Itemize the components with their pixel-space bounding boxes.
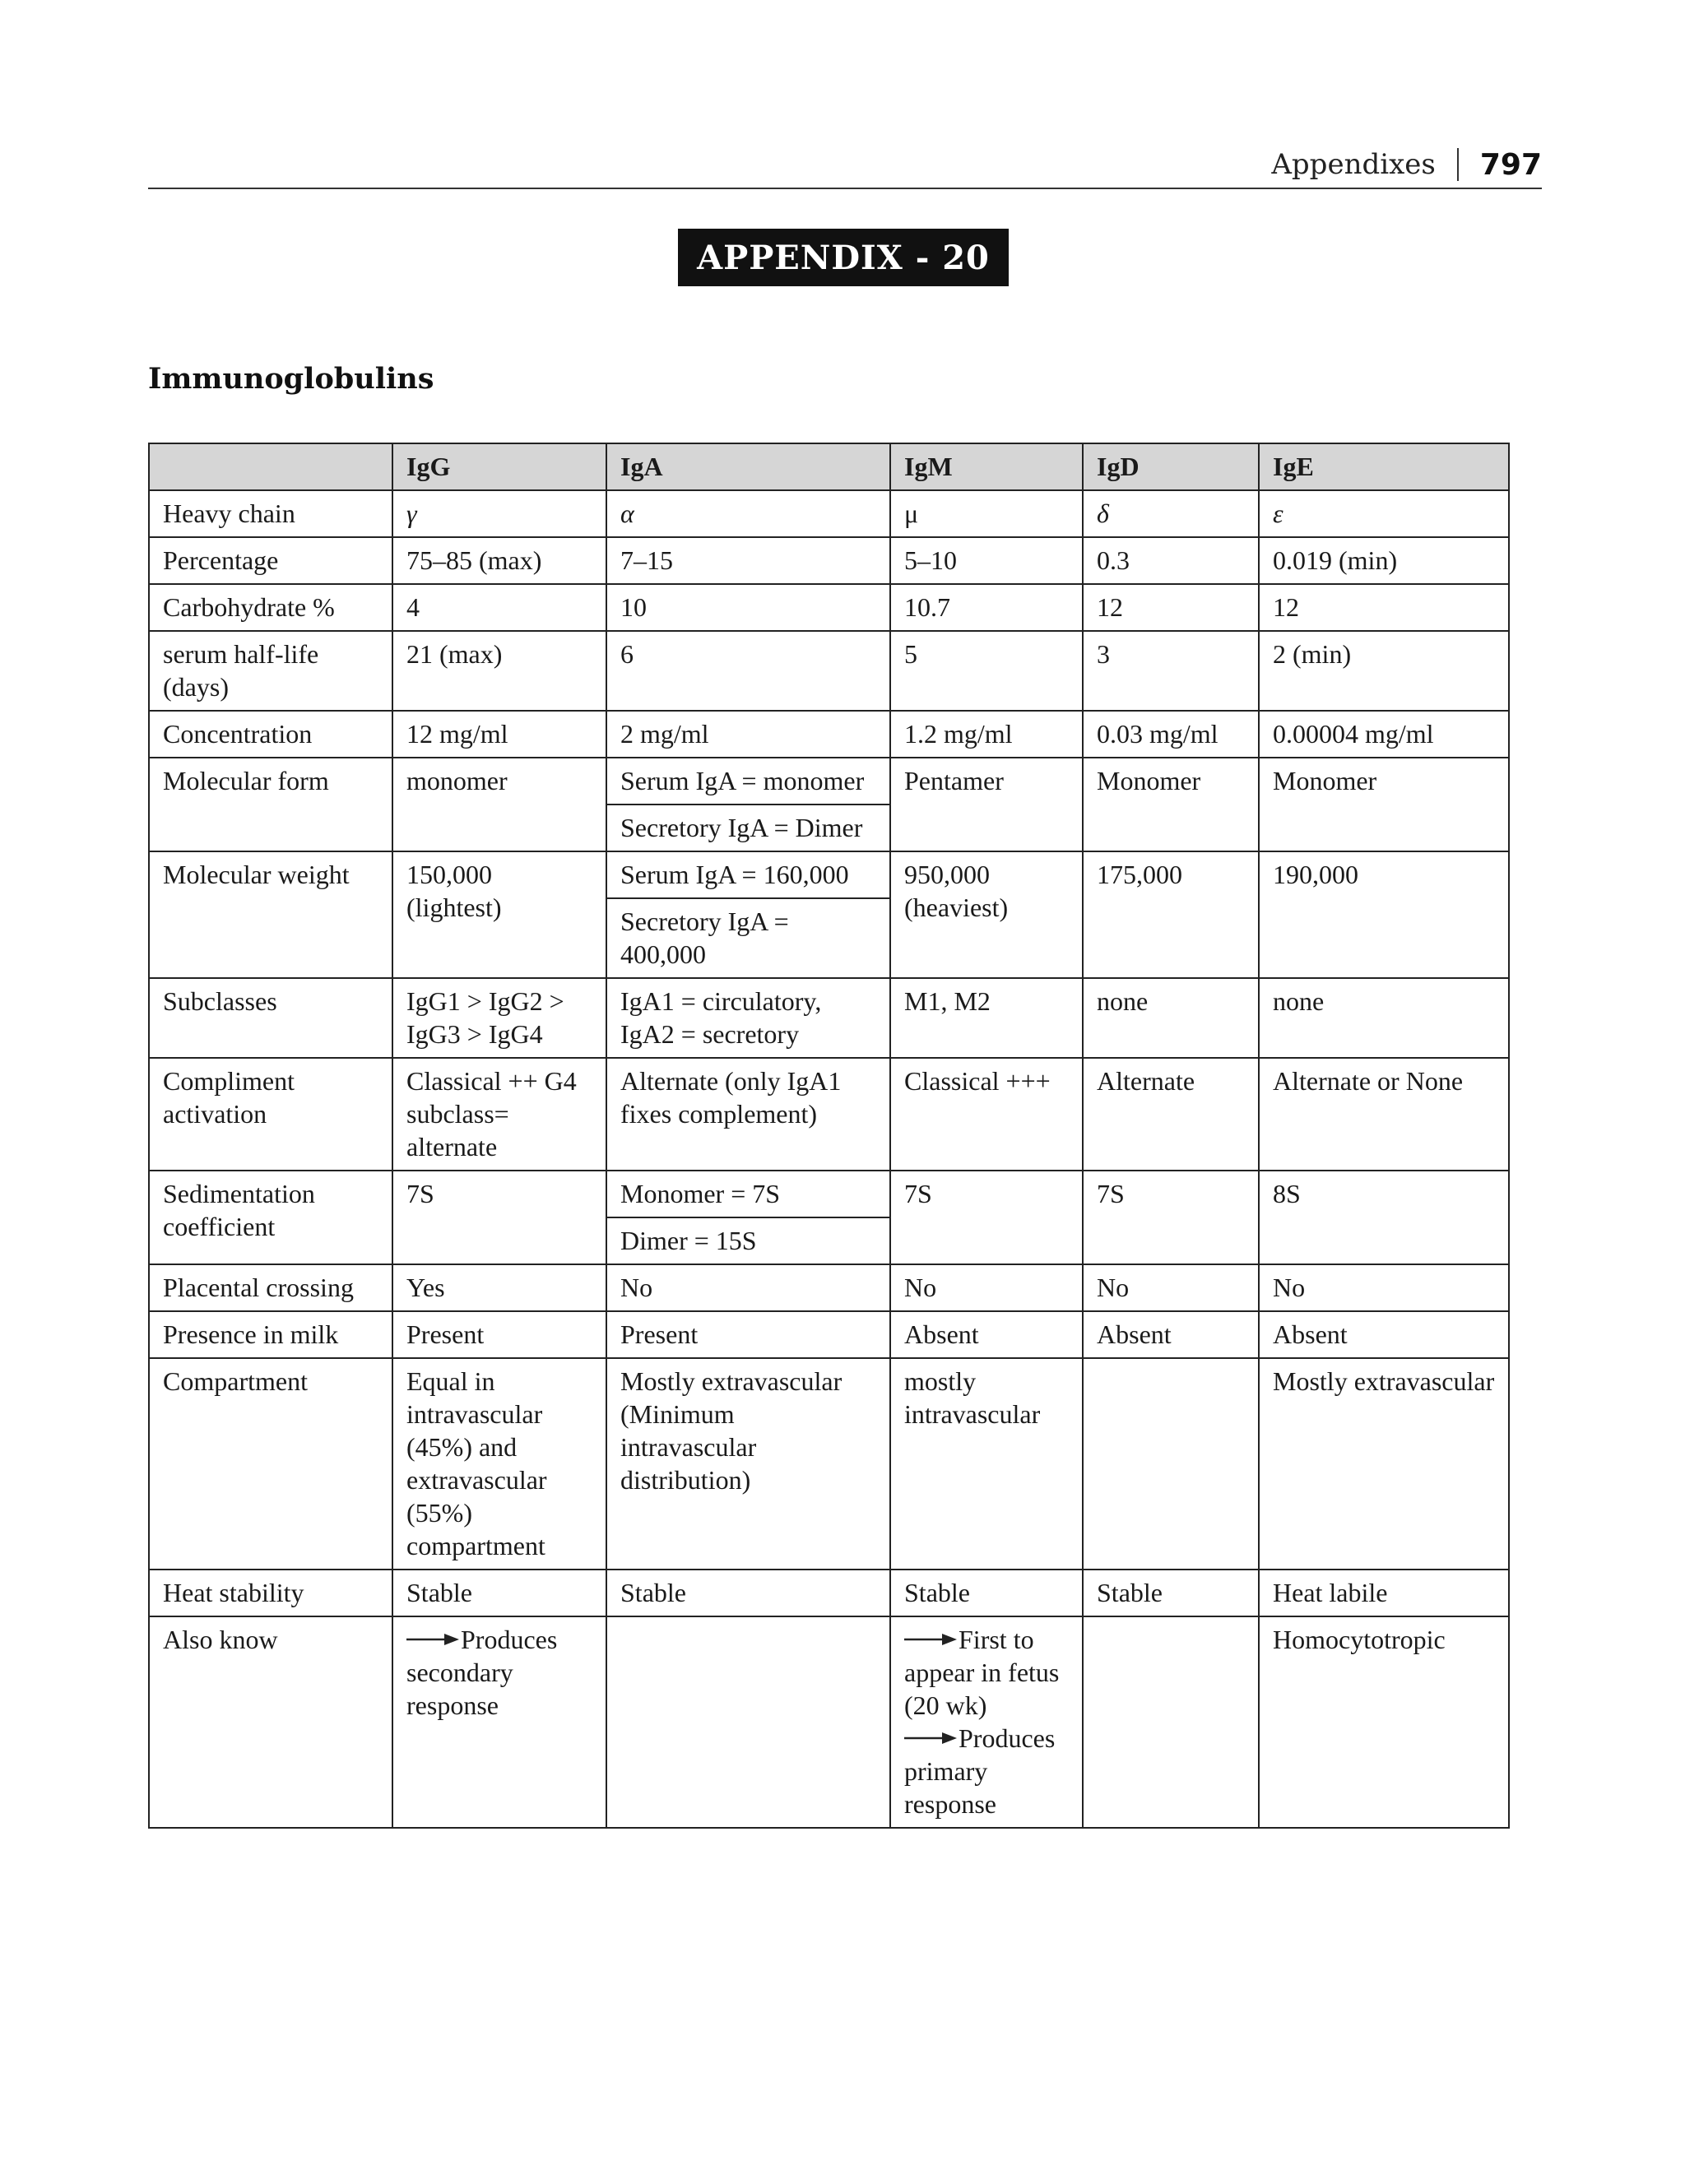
table-row (149, 631, 1509, 711)
cell-igg: 4 (392, 584, 606, 631)
cell-iga-secretory: Secretory IgA = Dimer (606, 805, 890, 851)
cell-igd: 12 (1083, 584, 1259, 631)
cell-igm: 950,000 (heaviest) (890, 851, 1083, 978)
table-row (149, 711, 1509, 758)
right-arrow-icon (406, 1623, 461, 1656)
cell-igg: 21 (max) (392, 631, 606, 711)
cell-iga-dimer: Dimer = 15S (606, 1217, 890, 1264)
cell-iga (606, 1616, 890, 1828)
cell-igg: IgG1 > IgG2 > IgG3 > IgG4 (392, 978, 606, 1058)
header-cell-iga: IgA (606, 443, 890, 490)
header-cell-empty (149, 443, 392, 490)
table-row (149, 490, 1509, 537)
cell-igm: 10.7 (890, 584, 1083, 631)
cell-iga: 7–15 (606, 537, 890, 584)
row-label: Sedimentation coefficient (149, 1171, 392, 1264)
cell-igg: 7S (392, 1171, 606, 1264)
cell-igm: 5–10 (890, 537, 1083, 584)
cell-igm: 5 (890, 631, 1083, 711)
cell-igd: 7S (1083, 1171, 1259, 1264)
cell-ige: 0.019 (min) (1259, 537, 1509, 584)
cell-ige: Homocytotropic (1259, 1616, 1509, 1828)
cell-ige: No (1259, 1264, 1509, 1311)
cell-igg: 150,000 (lightest) (392, 851, 606, 978)
cell-igm: Pentamer (890, 758, 1083, 851)
cell-igm: Classical +++ (890, 1058, 1083, 1171)
cell-iga: Stable (606, 1570, 890, 1616)
cell-igm: 7S (890, 1171, 1083, 1264)
cell-igg (392, 1616, 606, 1828)
cell-ige: none (1259, 978, 1509, 1058)
row-label: Heavy chain (149, 490, 392, 537)
cell-igm (890, 1616, 1083, 1828)
table-row (149, 1058, 1509, 1171)
row-label: Subclasses (149, 978, 392, 1058)
table-row (149, 1171, 1509, 1217)
cell-ige: Mostly extravascular (1259, 1358, 1509, 1570)
cell-igm: mostly intravascular (890, 1358, 1083, 1570)
cell-iga: Mostly extravascular (Minimum intravascular distribution) (606, 1358, 890, 1570)
cell-ige: 8S (1259, 1171, 1509, 1264)
cell-igm: μ (890, 490, 1083, 537)
table-row (149, 1616, 1509, 1828)
row-label: Carbohydrate % (149, 584, 392, 631)
cell-igg: Stable (392, 1570, 606, 1616)
table-row (149, 1311, 1509, 1358)
cell-iga: IgA1 = circulatory, IgA2 = secretory (606, 978, 890, 1058)
cell-igm: 1.2 mg/ml (890, 711, 1083, 758)
cell-igg: monomer (392, 758, 606, 851)
row-label: Placental crossing (149, 1264, 392, 1311)
immunoglobulin-table (148, 443, 1510, 1829)
cell-igd: Absent (1083, 1311, 1259, 1358)
cell-igd: Stable (1083, 1570, 1259, 1616)
cell-igm: Absent (890, 1311, 1083, 1358)
header-cell-igm: IgM (890, 443, 1083, 490)
row-label: Compartment (149, 1358, 392, 1570)
cell-ige: Alternate or None (1259, 1058, 1509, 1171)
cell-igd: 0.03 mg/ml (1083, 711, 1259, 758)
header-cell-ige: IgE (1259, 443, 1509, 490)
cell-igg: Present (392, 1311, 606, 1358)
row-label: Concentration (149, 711, 392, 758)
cell-iga-serum: Serum IgA = monomer (606, 758, 890, 805)
also-know-igm-item (904, 1623, 1069, 1722)
cell-iga-monomer: Monomer = 7S (606, 1171, 890, 1217)
cell-iga-serum: Serum IgA = 160,000 (606, 851, 890, 898)
running-head-section: Appendixes (1271, 148, 1458, 181)
cell-ige: Heat labile (1259, 1570, 1509, 1616)
cell-igg: 75–85 (max) (392, 537, 606, 584)
cell-igm: Stable (890, 1570, 1083, 1616)
cell-ige: 2 (min) (1259, 631, 1509, 711)
cell-iga: 2 mg/ml (606, 711, 890, 758)
table-row (149, 1264, 1509, 1311)
table-row (149, 978, 1509, 1058)
header-cell-igg: IgG (392, 443, 606, 490)
running-head (148, 141, 1542, 189)
row-label: serum half-life (days) (149, 631, 392, 711)
table-row (149, 851, 1509, 898)
cell-igg: Yes (392, 1264, 606, 1311)
cell-igg: Equal in intravascular (45%) and extravascular (55%) compartment (392, 1358, 606, 1570)
table-row (149, 758, 1509, 805)
cell-iga: No (606, 1264, 890, 1311)
cell-ige: 12 (1259, 584, 1509, 631)
cell-igd (1083, 1358, 1259, 1570)
cell-igg: Classical ++ G4 subclass= alternate (392, 1058, 606, 1171)
cell-iga: Present (606, 1311, 890, 1358)
cell-iga: 6 (606, 631, 890, 711)
table-row (149, 1570, 1509, 1616)
cell-ige: 190,000 (1259, 851, 1509, 978)
cell-iga-secretory: Secretory IgA = 400,000 (606, 898, 890, 978)
cell-ige: 0.00004 mg/ml (1259, 711, 1509, 758)
cell-igm: M1, M2 (890, 978, 1083, 1058)
row-label: Compliment activation (149, 1058, 392, 1171)
header-cell-igd: IgD (1083, 443, 1259, 490)
row-label: Heat stability (149, 1570, 392, 1616)
cell-iga: 10 (606, 584, 890, 631)
also-know-igg-text: Produces secondary response (406, 1625, 558, 1720)
row-label: Molecular form (149, 758, 392, 851)
cell-igg: γ (392, 490, 606, 537)
cell-igd: none (1083, 978, 1259, 1058)
cell-igd: 3 (1083, 631, 1259, 711)
cell-iga: α (606, 490, 890, 537)
cell-igd: Alternate (1083, 1058, 1259, 1171)
appendix-banner: APPENDIX - 20 (678, 229, 1009, 286)
cell-igd: No (1083, 1264, 1259, 1311)
page-number: 797 (1479, 147, 1542, 182)
row-label: Presence in milk (149, 1311, 392, 1358)
cell-igd: 0.3 (1083, 537, 1259, 584)
table-row (149, 1358, 1509, 1570)
cell-iga: Alternate (only IgA1 fixes complement) (606, 1058, 890, 1171)
cell-igd: 175,000 (1083, 851, 1259, 978)
also-know-igm-text-2: Produces primary response (904, 1723, 1056, 1819)
also-know-igm-text-1: First to appear in fetus (20 wk) (904, 1625, 1060, 1720)
cell-igg: 12 mg/ml (392, 711, 606, 758)
right-arrow-icon (904, 1623, 959, 1656)
table-row (149, 584, 1509, 631)
table-header-row (149, 443, 1509, 490)
right-arrow-icon (904, 1722, 959, 1755)
cell-igd: Monomer (1083, 758, 1259, 851)
cell-ige: ε (1259, 490, 1509, 537)
cell-igd (1083, 1616, 1259, 1828)
row-label: Percentage (149, 537, 392, 584)
cell-igm: No (890, 1264, 1083, 1311)
cell-igd: δ (1083, 490, 1259, 537)
cell-ige: Absent (1259, 1311, 1509, 1358)
cell-ige: Monomer (1259, 758, 1509, 851)
table-row (149, 537, 1509, 584)
section-title: Immunoglobulins (148, 362, 434, 396)
also-know-igm-item (904, 1722, 1069, 1820)
row-label: Molecular weight (149, 851, 392, 978)
row-label: Also know (149, 1616, 392, 1828)
